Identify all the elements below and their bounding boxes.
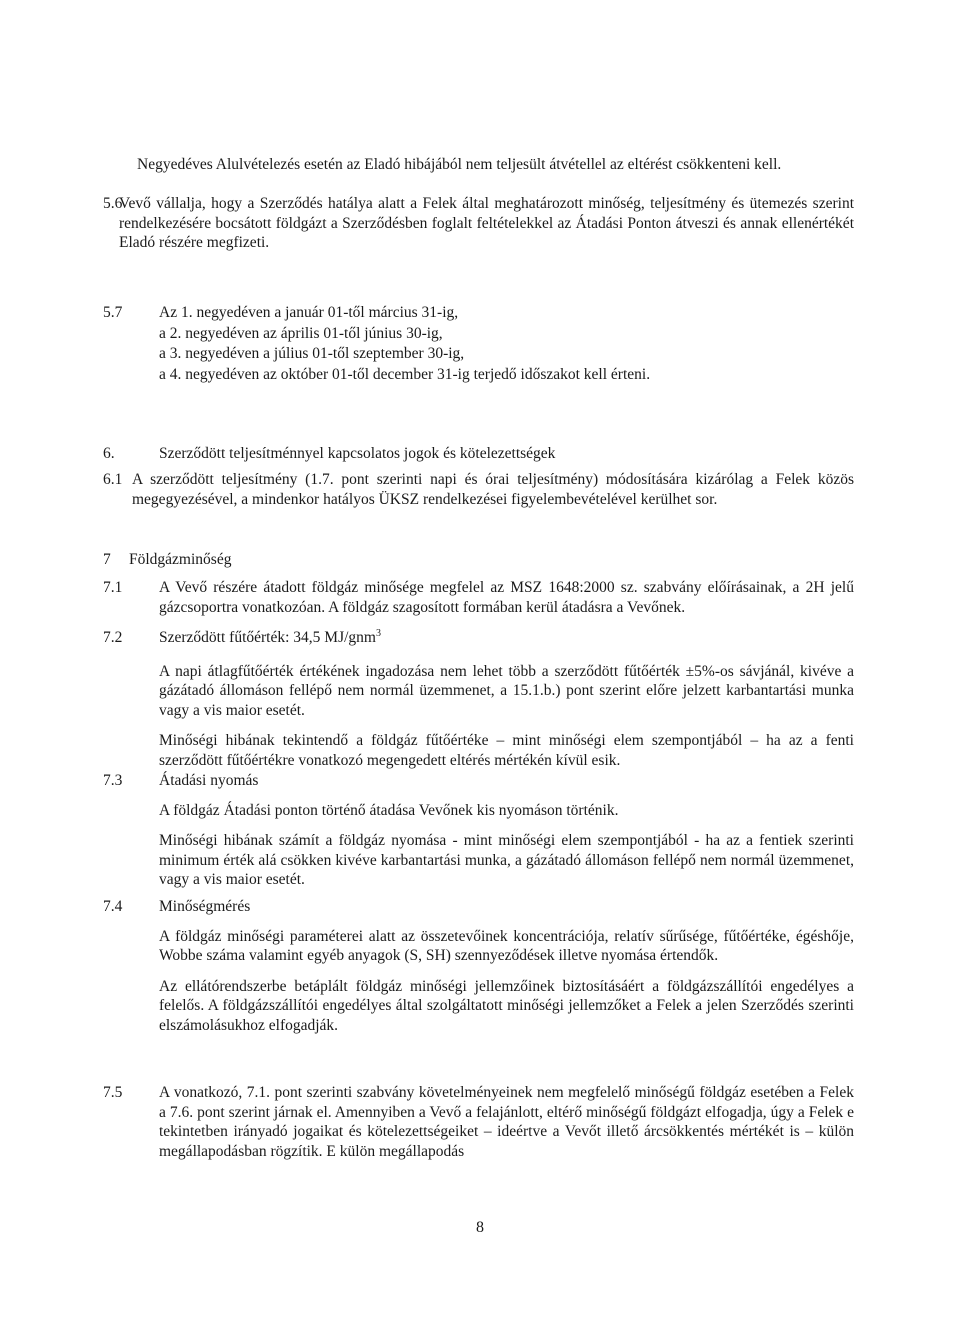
section-title: Átadási nyomás — [159, 772, 259, 789]
page-number: 8 — [476, 1219, 484, 1236]
section-text: Vevő vállalja, hogy a Szerződés hatálya alatt a Felek által meghatározott minőség, teljesítmény és ütemezés szerint rendelkezésére bocsátott földgázt a Szerződésben foglalt feltételekkel az Átadási Ponton átveszi és annak ellenértékét Eladó részére megfizeti. — [119, 195, 854, 251]
section-7-3 — [103, 771, 854, 890]
section-7-4 — [103, 897, 854, 1035]
section-title: Minőségmérés — [159, 898, 251, 915]
section-7-heading — [103, 550, 854, 570]
section-number: 5.6 — [103, 195, 123, 212]
section-text: A szerződött teljesítmény (1.7. pont szerinti napi és órai teljesítmény) módosítására kizárólag a Felek közös megegyezésével, a mindenkor hatályos ÜKSZ rendelkezései figyelembevételével kerülhet sor. — [132, 471, 854, 508]
section-number: 5.7 — [103, 304, 123, 321]
section-title — [159, 628, 854, 648]
paragraph: A földgáz Átadási ponton történő átadása Vevőnek kis nyomáson történik. — [159, 801, 619, 819]
section-number: 7.1 — [103, 579, 123, 596]
section-title: Szerződött teljesítménnyel kapcsolatos jogok és kötelezettségek — [159, 445, 556, 462]
section-number: 6. — [103, 445, 115, 462]
section-7-1 — [103, 578, 854, 617]
fuel-value-title: Szerződött fűtőérték: 34,5 MJ/gnm — [159, 629, 376, 646]
paragraph: Minőségi hibának számít a földgáz nyomása - mint minőségi elem szempontjából - ha az a fentiek szerinti minimum érték alá csökken kivéve karbantartási munka, a gázátadó állomáson fellépő nem normál üzemmenet, vagy a vis maior esetét. — [159, 832, 854, 888]
quarter-line: a 4. negyedéven az október 01-től december 31-ig terjedő időszakot kell érteni. — [159, 365, 651, 383]
intro-text: Negyedéves Alulvételezés esetén az Eladó hibájából nem teljesült átvétellel az eltérést csökkenteni kell. — [137, 156, 782, 173]
paragraph: A földgáz minőségi paraméterei alatt az összetevőinek koncentrációja, relatív sűrűsége, fűtőértéke, égéshője, Wobbe száma valamint egyéb anyagok (S, SH) szennyeződések illetve nyomása értendők. — [159, 927, 854, 964]
intro-paragraph — [137, 155, 854, 175]
section-5-6 — [103, 194, 854, 253]
section-7-5 — [103, 1083, 854, 1161]
superscript: 3 — [375, 627, 381, 639]
section-5-7 — [103, 303, 854, 385]
section-text: A Vevő részére átadott földgáz minősége megfelel az MSZ 1648:2000 sz. szabvány előírásainak, a 2H jelű gázcsoportra vonatkozóan. A földgáz szagosított formában kerül átadásra a Vevőnek. — [159, 579, 854, 616]
quarter-line: a 3. negyedéven a július 01-től szeptember 30-ig, — [159, 345, 465, 362]
section-text: A vonatkozó, 7.1. pont szerinti szabvány követelményeinek nem megfelelő minőségű földgáz esetében a Felek a 7.6. pont szerint járnak el. Amennyiben a Vevő a felajánlott, eltérő minőségű földgázt elfogadja, úgy a Felek e tekintetben irányadó jogaikat és kötelezettségeiket – ideértve a Vevőt illető árcsökkentés mértékét is – külön megállapodásban rögzítik. E külön megállapodás — [159, 1084, 854, 1160]
section-6-1 — [103, 470, 854, 509]
section-number: 7.3 — [103, 772, 123, 789]
paragraph: Az ellátórendszerbe betáplált földgáz minőségi jellemzőinek biztosításáért a földgázszállítói engedélyes a felelős. A földgázszállítói engedélyes által szolgáltatott minőségi jellemzőket a Felek a jelen Szerződés szerinti elszámolásukhoz elfogadják. — [159, 977, 854, 1034]
section-7-2 — [103, 628, 854, 770]
section-title: Földgázminőség — [129, 551, 232, 568]
quarter-line: a 2. negyedéven az április 01-től június 30-ig, — [159, 324, 443, 342]
section-number: 7.4 — [103, 898, 123, 915]
paragraph: Minőségi hibának tekintendő a földgáz fűtőértéke – mint minőségi elem szempontjából – ha az a fenti szerződött fűtőértékre vonatkozó megengedett eltérés mértékén kívül esik. — [159, 732, 854, 769]
section-number: 7 — [103, 551, 111, 568]
section-number: 7.5 — [103, 1084, 123, 1101]
quarter-line: Az 1. negyedéven a január 01-től március 31-ig, — [159, 304, 459, 321]
section-number: 6.1 — [103, 471, 123, 488]
section-6-heading — [103, 444, 854, 464]
section-number: 7.2 — [103, 629, 123, 646]
paragraph: A napi átlagfűtőérték értékének ingadozása nem lehet több a szerződött fűtőérték ±5%-os sávjánál, kivéve a gázátadó állomáson fellépő nem normál üzemmenet, a 15.1.b.) pont szerint előre jelzett karbantartási munka vagy a vis maior esetét. — [159, 662, 854, 719]
